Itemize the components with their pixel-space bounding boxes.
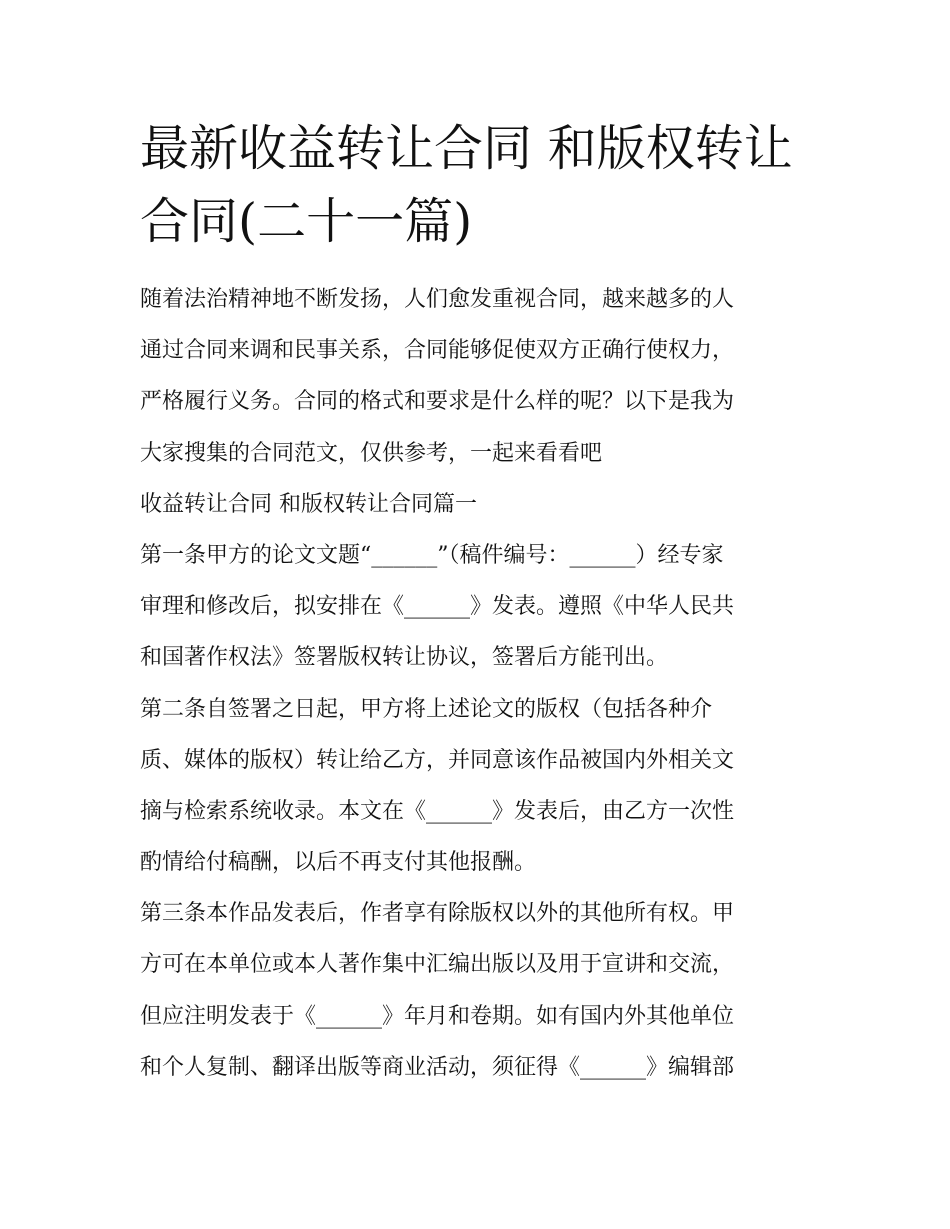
article-2-line-3: 摘与检索系统收录。本文在《______》发表后，由乙方一次性 [140,798,735,824]
section-heading: 收益转让合同 和版权转让合同篇一 [140,491,477,517]
article-1-line-1: 第一条甲方的论文文题“______”（稿件编号：______）经专家 [140,542,724,568]
intro-line-2: 通过合同来调和民事关系，合同能够促使双方正确行使权力， [140,338,735,364]
article-3-line-4: 和个人复制、翻译出版等商业活动，须征得《______》编辑部 [140,1054,735,1080]
document-title: 最新收益转让合同 和版权转让 合同(二十一篇) [140,120,793,250]
document-body [140,274,830,1093]
article-3-line-1: 第三条本作品发表后，作者享有除版权以外的其他所有权。甲 [140,901,735,927]
article-2-line-1: 第二条自签署之日起，甲方将上述论文的版权（包括各种介 [140,696,713,722]
article-3-line-2: 方可在本单位或本人著作集中汇编出版以及用于宣讲和交流， [140,952,735,978]
article-2-line-4: 酌情给付稿酬，以后不再支付其他报酬。 [140,850,537,876]
article-3-line-3: 但应注明发表于《______》年月和卷期。如有国内外其他单位 [140,1003,735,1029]
article-1-line-3: 和国著作权法》签署版权转让协议，签署后方能刊出。 [140,645,669,671]
article-2-line-2: 质、媒体的版权）转让给乙方，并同意该作品被国内外相关文 [140,747,735,773]
intro-line-1: 随着法治精神地不断发扬，人们愈发重视合同，越来越多的人 [140,287,735,312]
article-1-line-2: 审理和修改后，拟安排在《______》发表。遵照《中华人民共 [140,594,735,620]
intro-line-4: 大家搜集的合同范文，仅供参考，一起来看看吧 [140,440,603,466]
intro-line-3: 严格履行义务。合同的格式和要求是什么样的呢？以下是我为 [140,389,735,415]
